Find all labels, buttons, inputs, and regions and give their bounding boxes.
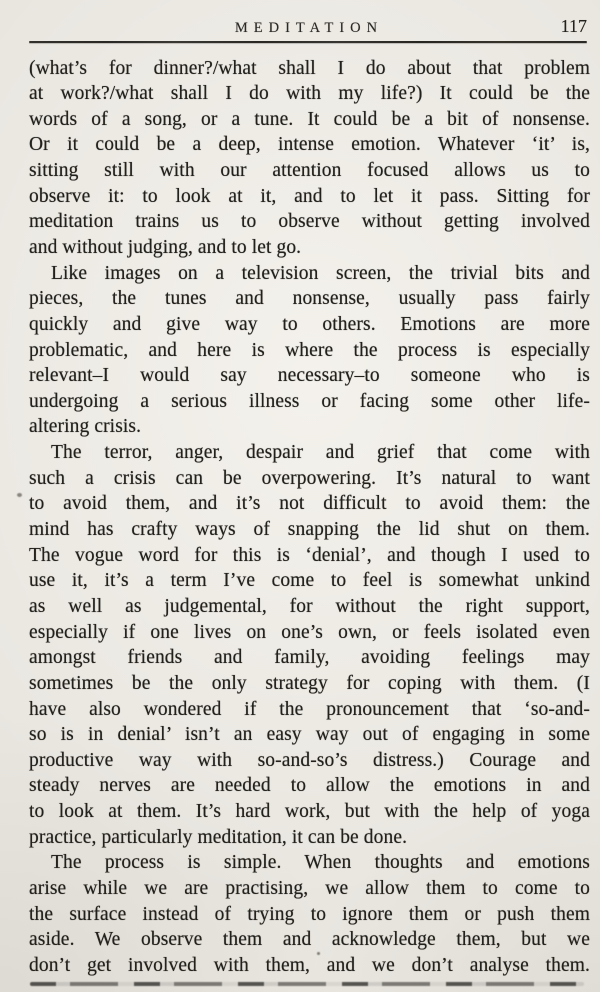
page-number: 117 — [560, 16, 587, 36]
text-line: to avoid them, and it’s not difficult to avoid them: the — [29, 493, 590, 515]
text-line: steady nerves are needed to allow the emotions in and — [29, 775, 590, 797]
text-line: have also wondered if the pronouncement that ‘so-and- — [29, 698, 590, 720]
paragraph — [29, 263, 590, 442]
paragraph — [29, 58, 590, 263]
paragraph — [29, 852, 590, 980]
text-line: especially if one lives on one’s own, or feels isolated even — [29, 621, 590, 643]
text-line: quickly and give way to others. Emotions are more — [29, 313, 590, 335]
text-line: observe it: to look at it, and to let it pass. Sitting for — [29, 185, 590, 207]
text-line: (what’s for dinner?/what shall I do about that problem — [29, 57, 590, 79]
text-line: pieces, the tunes and nonsense, usually pass fairly — [29, 288, 590, 310]
text-line: relevant–I would say necessary–to someone who is — [29, 365, 590, 387]
text-line: aside. We observe them and acknowledge them, but we — [29, 929, 590, 951]
text-line: sitting still with our attention focused allows us to — [29, 160, 590, 182]
running-header-title: MEDITATION — [234, 20, 384, 36]
text-block — [29, 58, 590, 981]
text-line: Like images on a television screen, the trivial bits and — [51, 262, 590, 284]
text-line: words of a song, or a tune. It could be a bit of nonsense. — [29, 108, 590, 130]
text-line: mind has crafty ways of snapping the lid shut on them. — [29, 519, 590, 541]
text-line: amongst friends and family, avoiding feelings may — [29, 647, 590, 669]
text-line: arise while we are practising, we allow them to come to — [29, 878, 590, 899]
scan-speck — [17, 493, 22, 497]
text-line: altering crisis. — [29, 416, 142, 438]
text-line: problematic, and here is where the process is especially — [29, 339, 590, 361]
scan-speck — [317, 952, 320, 955]
text-line: and without judging, and to let go. — [29, 236, 302, 258]
text-line: Or it could be a deep, intense emotion. Whatever ‘it’ is, — [29, 134, 590, 156]
text-line: sometimes be the only strategy for coping with them. (I — [29, 672, 590, 694]
text-line: productive way with so-and-so’s distress.) Courage and — [29, 749, 590, 771]
text-line: to look at them. It’s hard work, but with the help of yoga — [29, 801, 590, 823]
text-line: The terror, anger, despair and grief that come with — [51, 442, 590, 464]
text-line: don’t get involved with them, and we don’t analyse them. — [29, 954, 590, 976]
header-rule — [29, 41, 587, 43]
text-line: meditation trains us to observe without getting involved — [29, 211, 590, 233]
text-line: use it, it’s a term I’ve come to feel is somewhat unkind — [29, 570, 590, 592]
text-line: undergoing a serious illness or facing some other life- — [29, 390, 590, 412]
paragraph — [29, 442, 590, 852]
text-line: at work?/what shall I do with my life?) It could be the — [29, 83, 590, 105]
scan-artifact-bottom — [30, 982, 584, 986]
text-line: such a crisis can be overpowering. It’s natural to want — [29, 467, 590, 489]
text-line: The process is simple. When thoughts and emotions — [51, 852, 590, 874]
text-line: so is in denial’ isn’t an easy way out of engaging in some — [29, 724, 590, 746]
text-line: as well as judgemental, for without the right support, — [29, 595, 590, 617]
text-line: practice, particularly meditation, it can be done. — [29, 826, 408, 848]
running-header — [29, 16, 589, 40]
text-line: the surface instead of trying to ignore them or push them — [29, 903, 590, 925]
text-line: The vogue word for this is ‘denial’, and though I used to — [29, 544, 590, 566]
